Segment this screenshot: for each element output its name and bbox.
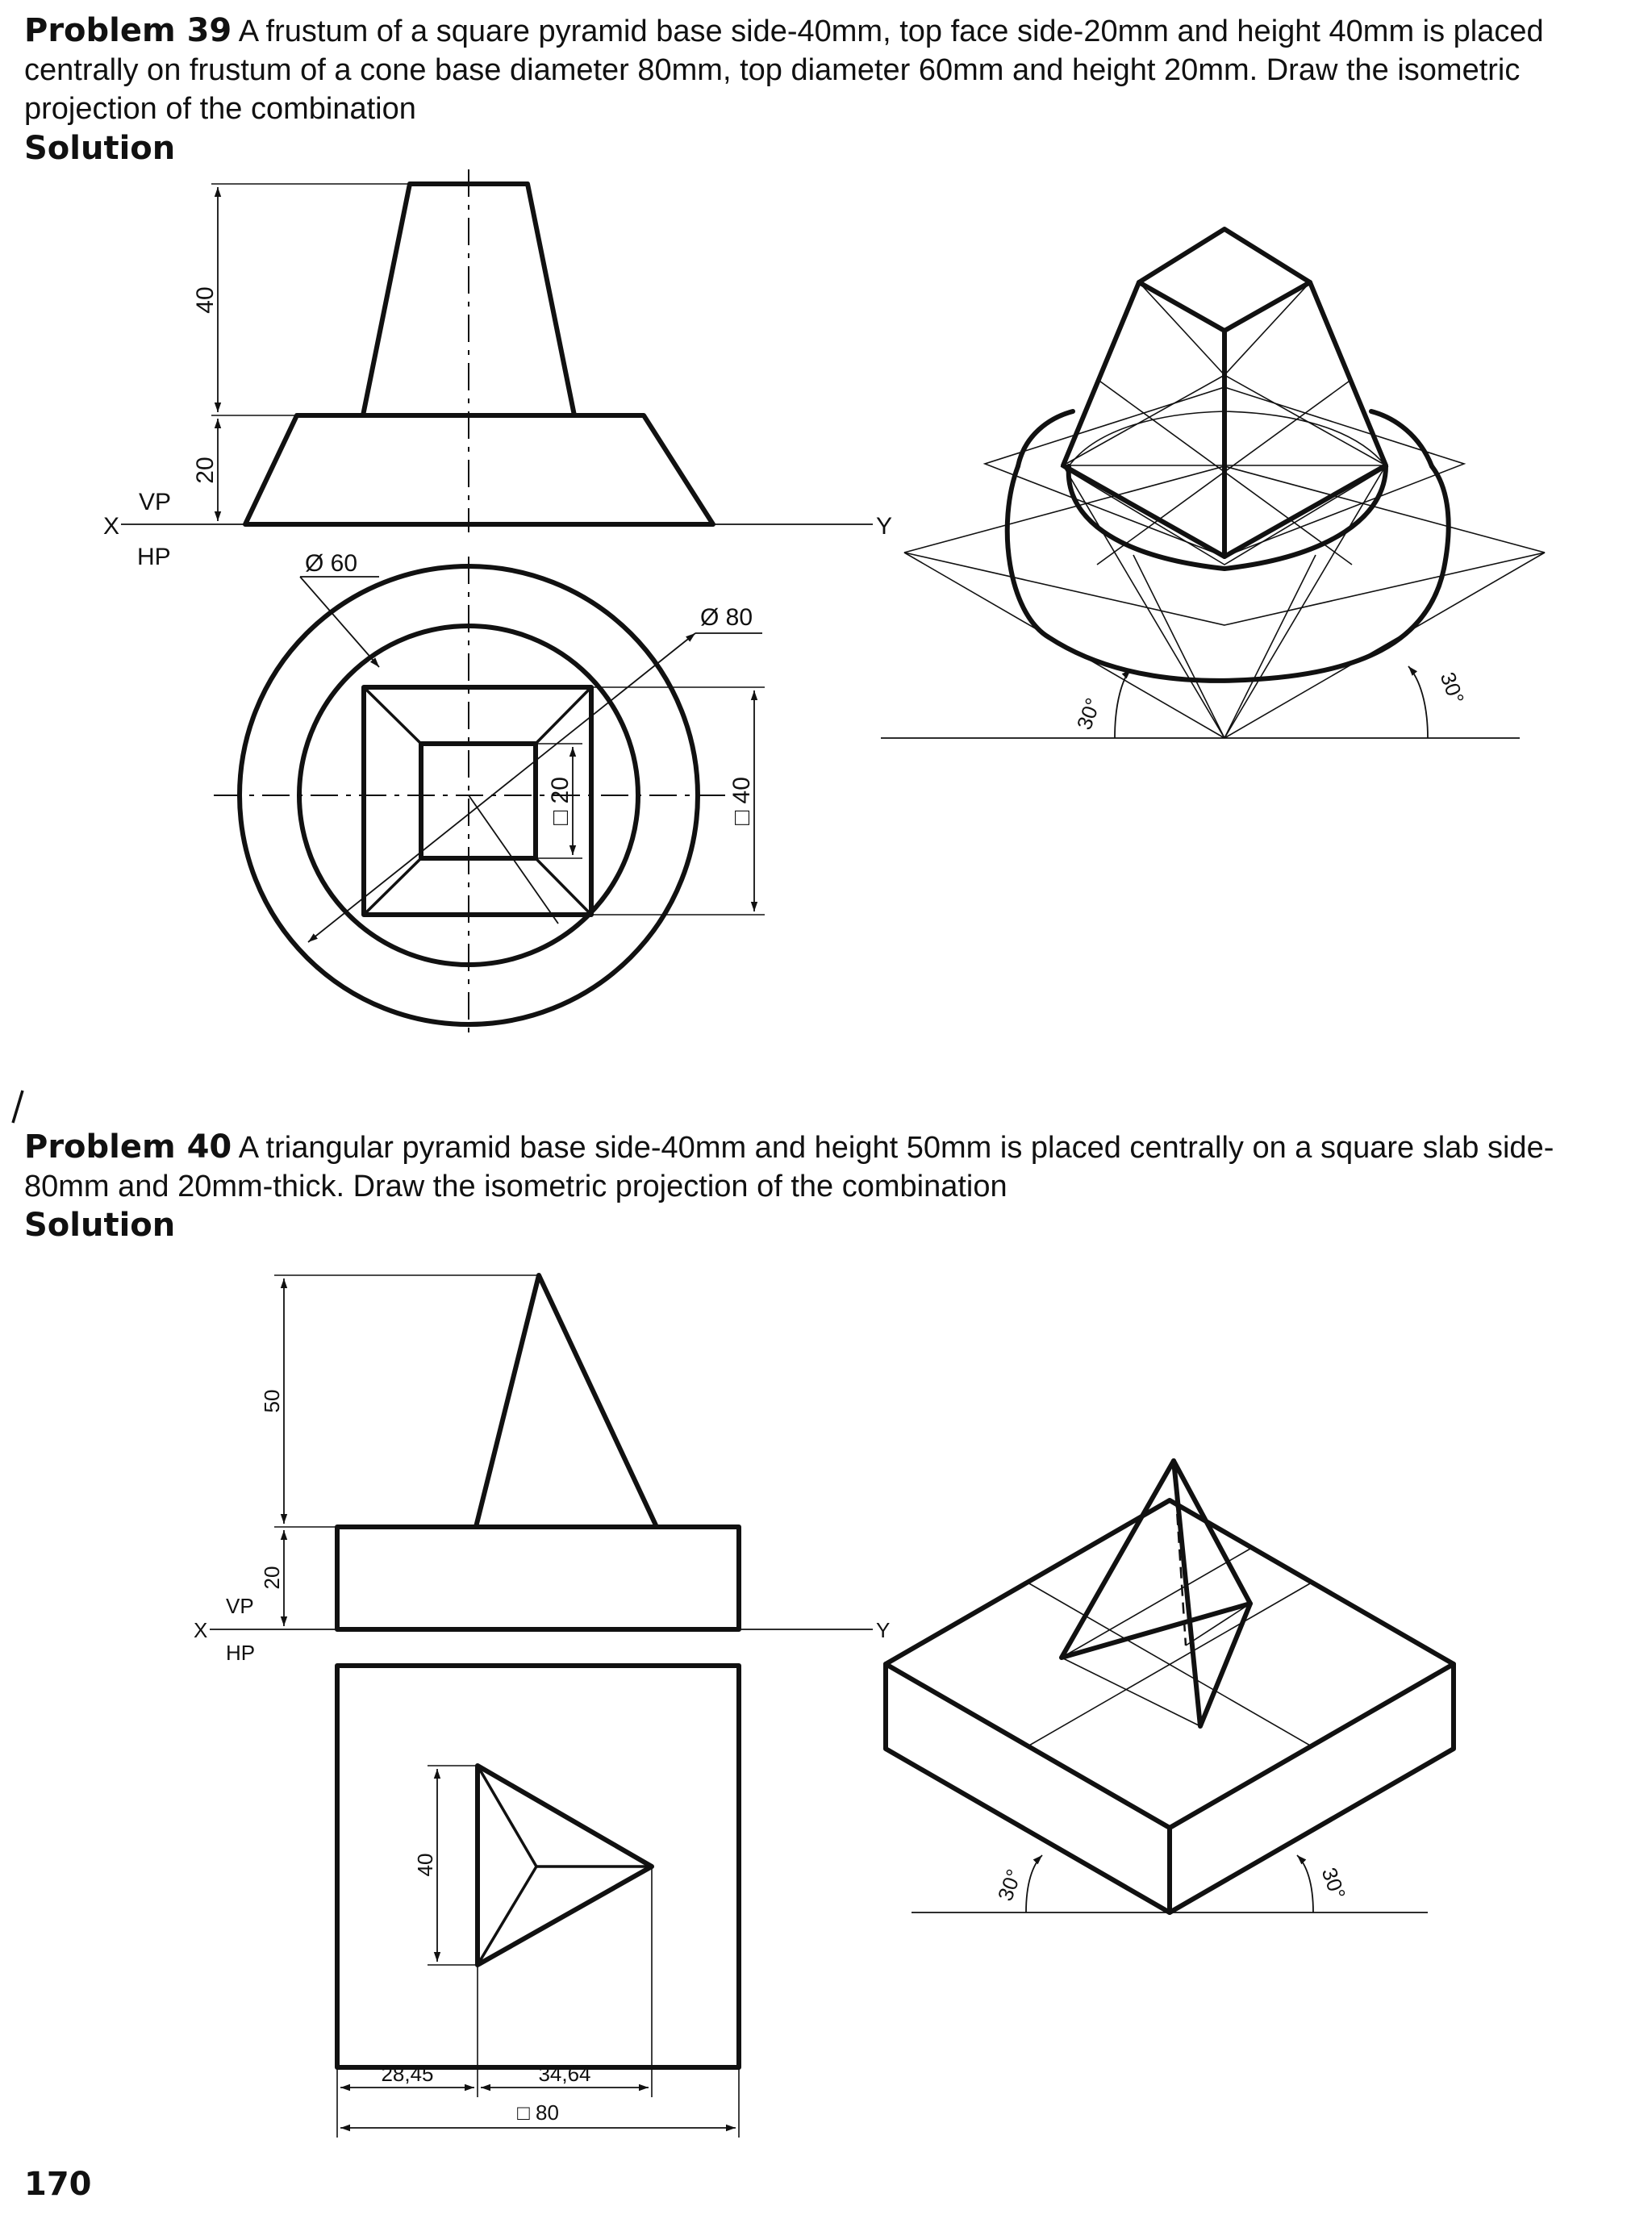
p39-dia-80-label: Ø 80 xyxy=(700,604,753,631)
p40-x-label: X xyxy=(194,1618,208,1642)
p39-hp-label: HP xyxy=(137,544,171,570)
p40-slab-front xyxy=(337,1527,739,1629)
p40-isometric-view xyxy=(886,1461,1454,1912)
p40-top-view xyxy=(337,1666,739,2138)
p40-vp-label: VP xyxy=(226,1594,254,1618)
p40-front-view xyxy=(194,1275,890,1665)
p39-square-20 xyxy=(421,744,536,858)
problem-40-solution-label: Solution xyxy=(24,1207,176,1244)
p39-dim-40-label: 40 xyxy=(192,286,219,314)
p40-dim-28-label: 28,45 xyxy=(381,2062,434,2086)
p40-dim-40-label: 40 xyxy=(413,1853,437,1877)
p39-dim-20-label: 20 xyxy=(192,457,219,484)
p39-iso-pyramid-top xyxy=(1139,229,1310,331)
p39-sq-40-label: □ 40 xyxy=(728,777,755,825)
p39-vp-label: VP xyxy=(139,489,172,515)
problem-39-number: Problem 39 xyxy=(24,12,232,49)
p39-dia-60-label: Ø 60 xyxy=(305,550,358,577)
problem-40-number: Problem 40 xyxy=(24,1128,232,1166)
p40-dim-20-label: 20 xyxy=(260,1566,284,1590)
p39-angle-right: 30° xyxy=(1435,669,1470,707)
p40-y-label: Y xyxy=(876,1618,891,1642)
problem-40-text: A triangular pyramid base side-40mm and height 50mm is placed centrally on a square slab side-80mm and 20mm-thick. Draw the isometric projection of the combination xyxy=(24,1131,1554,1203)
p40-pyramid-front xyxy=(476,1275,657,1527)
p39-x-label: X xyxy=(103,513,120,540)
p39-y-label: Y xyxy=(876,513,893,540)
p40-iso-pyramid-edge xyxy=(1174,1461,1250,1726)
p40-angle-left: 30° xyxy=(992,1866,1027,1904)
problem-39-solution-label: Solution xyxy=(24,130,176,167)
p40-angle-right: 30° xyxy=(1316,1864,1351,1903)
p40-dim-50-label: 50 xyxy=(260,1389,284,1413)
p39-isometric-view xyxy=(881,229,1545,738)
p39-front-view xyxy=(103,169,892,570)
page-number: 170 xyxy=(24,2166,92,2203)
p40-hp-label: HP xyxy=(226,1641,256,1665)
p40-sq-80-label: □ 80 xyxy=(517,2100,559,2125)
p39-top-view xyxy=(214,550,765,1041)
pen-mark xyxy=(13,1091,23,1123)
p39-cone-frustum xyxy=(245,415,713,524)
problem-39-text: A frustum of a square pyramid base side-40mm, top face side-20mm and height 40mm is placed centrally on frustum of a cone base diameter 80mm, top diameter 60mm and height 20mm. Draw the isometric projection of the combination xyxy=(24,15,1544,126)
p39-angle-left: 30° xyxy=(1071,694,1106,733)
p40-dim-34-label: 34,64 xyxy=(538,2062,591,2086)
p40-iso-pyramid-face xyxy=(1062,1461,1250,1658)
p39-sq-20-label: □ 20 xyxy=(547,777,574,825)
